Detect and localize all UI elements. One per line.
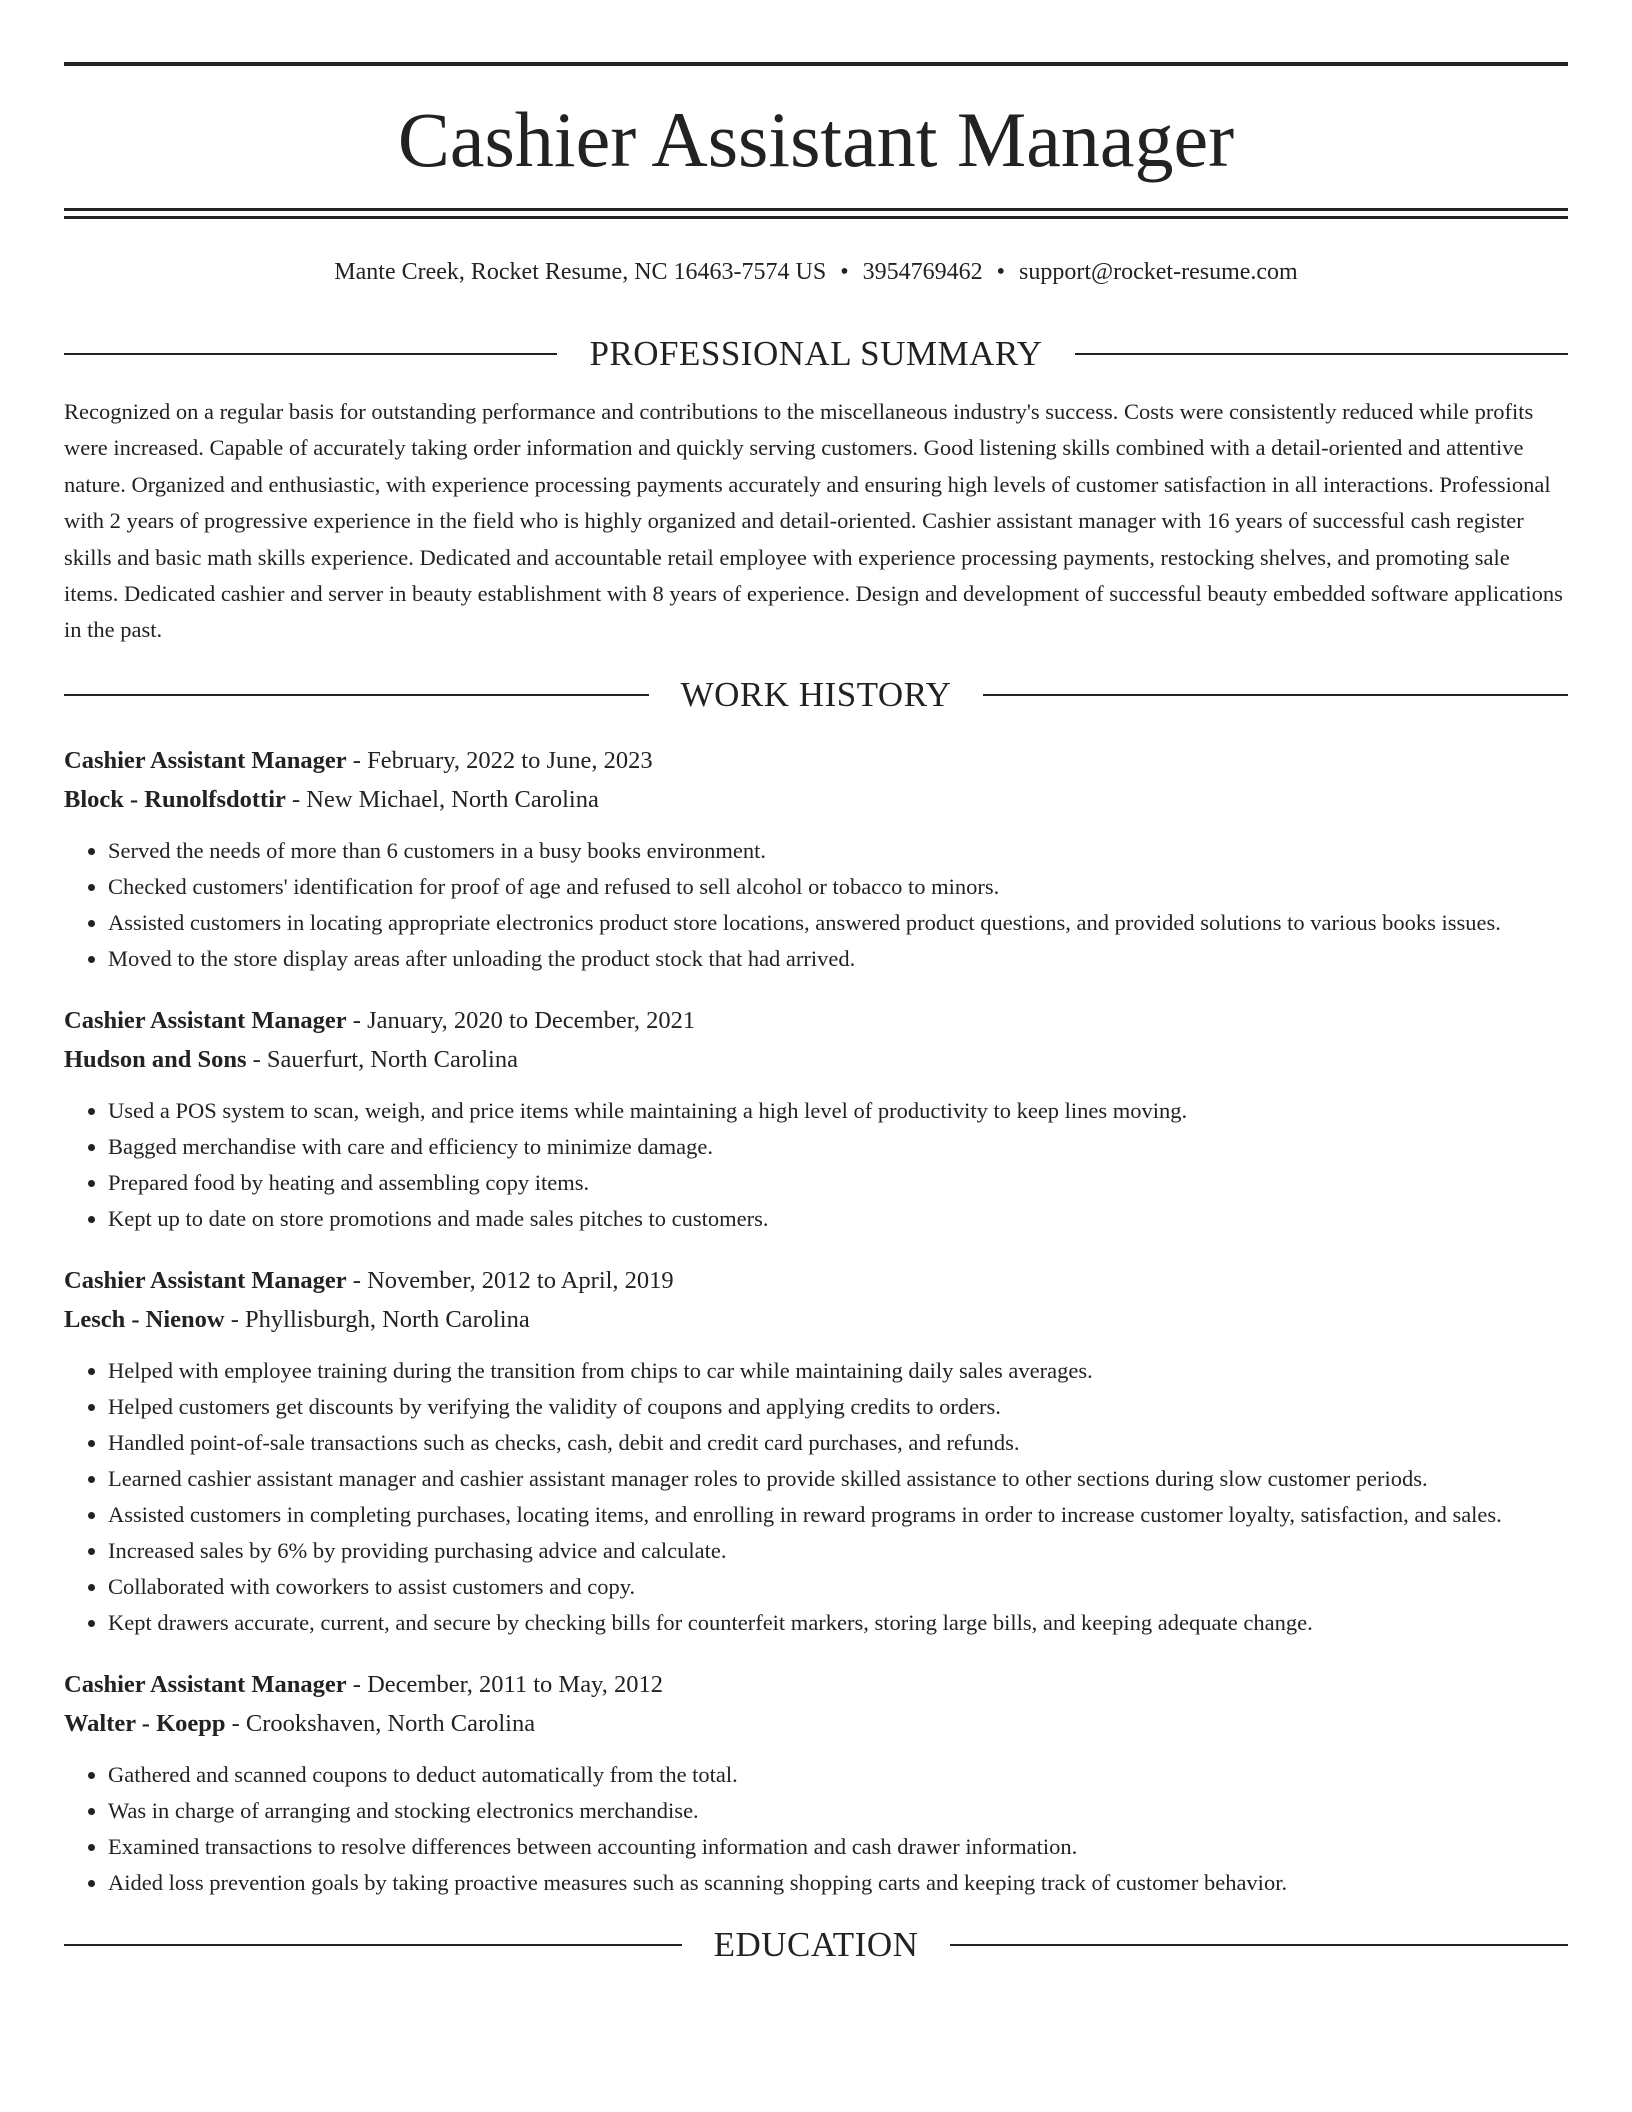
job-title: Cashier Assistant Manager xyxy=(64,1670,347,1698)
job-company: Walter - Koepp xyxy=(64,1709,226,1737)
job-duty-item: • Increased sales by 6% by providing purchasing advice and calculate. xyxy=(108,1533,1568,1569)
header-top-rule xyxy=(64,62,1568,66)
job-duty-item: • Collaborated with coworkers to assist customers and copy. xyxy=(108,1569,1568,1605)
job-duty-item: • Aided loss prevention goals by taking proactive measures such as scanning shopping carts and keeping track of customer behavior. xyxy=(108,1865,1568,1901)
job-dates: - December, 2011 to May, 2012 xyxy=(346,1670,663,1698)
job-duty-item: • Bagged merchandise with care and efficiency to minimize damage. xyxy=(108,1129,1568,1165)
job-duty-item: • Learned cashier assistant manager and cashier assistant manager roles to provide skilled assistance to other sections during slow customer periods. xyxy=(108,1461,1568,1497)
job-title: Cashier Assistant Manager xyxy=(64,746,347,774)
job-location: - New Michael, North Carolina xyxy=(285,785,599,813)
job-company-line xyxy=(64,780,1568,819)
job-title-line xyxy=(64,1261,1568,1300)
heading-rule-left xyxy=(64,1944,682,1946)
contact-separator: • xyxy=(996,259,1006,285)
work-history-heading xyxy=(64,671,1568,719)
summary-heading xyxy=(64,330,1568,378)
job-location: - Crookshaven, North Carolina xyxy=(225,1709,536,1737)
heading-rule-right xyxy=(983,694,1568,696)
job-duty-item: • Prepared food by heating and assembling copy items. xyxy=(108,1165,1568,1201)
job-duty-item: • Served the needs of more than 6 customers in a busy books environment. xyxy=(108,833,1568,869)
job-duty-item: • Helped with employee training during the transition from chips to car while maintaining daily sales averages. xyxy=(108,1353,1568,1389)
job-company-line xyxy=(64,1040,1568,1079)
job-duty-item: • Kept up to date on store promotions and made sales pitches to customers. xyxy=(108,1201,1568,1237)
job-duty-item: • Gathered and scanned coupons to deduct automatically from the total. xyxy=(108,1757,1568,1793)
job-duties-list xyxy=(64,1757,1568,1901)
job-duty-item: • Examined transactions to resolve differences between accounting information and cash drawer information. xyxy=(108,1829,1568,1865)
contact-address: Mante Creek, Rocket Resume, NC 16463-7574 US xyxy=(334,259,827,285)
heading-rule-right xyxy=(1075,353,1568,355)
job-title-line xyxy=(64,1001,1568,1040)
education-heading xyxy=(64,1921,1568,1969)
job-company: Block - Runolfsdottir xyxy=(64,785,286,813)
contact-separator: • xyxy=(840,259,849,285)
job-entry xyxy=(64,741,1568,977)
job-entry xyxy=(64,1261,1568,1641)
job-title: Cashier Assistant Manager xyxy=(64,1006,347,1034)
resume-body xyxy=(64,330,1568,1969)
job-title: Cashier Assistant Manager xyxy=(64,1266,347,1294)
heading-rule-right xyxy=(950,1944,1568,1946)
resume-name: Cashier Assistant Manager xyxy=(397,96,1235,183)
job-location: - Phyllisburgh, North Carolina xyxy=(224,1305,530,1333)
job-duties-list xyxy=(64,833,1568,977)
education-heading-title: EDUCATION xyxy=(713,1924,919,1964)
job-company-line xyxy=(64,1704,1568,1743)
job-duty-item: • Assisted customers in completing purchases, locating items, and enrolling in reward programs in order to increase customer loyalty, satisfaction, and sales. xyxy=(108,1497,1568,1533)
job-dates: - February, 2022 to June, 2023 xyxy=(346,746,653,774)
job-entry xyxy=(64,1665,1568,1901)
job-company-line xyxy=(64,1300,1568,1339)
job-duty-item: • Helped customers get discounts by verifying the validity of coupons and applying credits to orders. xyxy=(108,1389,1568,1425)
job-duty-item: • Handled point-of-sale transactions such as checks, cash, debit and credit card purchases, and refunds. xyxy=(108,1425,1568,1461)
contact-phone[interactable]: 3954769462 xyxy=(862,259,983,285)
job-dates: - November, 2012 to April, 2019 xyxy=(346,1266,674,1294)
job-duties-list xyxy=(64,1093,1568,1237)
job-duty-item: • Kept drawers accurate, current, and secure by checking bills for counterfeit markers, storing large bills, and keeping adequate change. xyxy=(108,1605,1568,1641)
job-company: Hudson and Sons xyxy=(64,1045,247,1073)
job-entry xyxy=(64,1001,1568,1237)
summary-text: Recognized on a regular basis for outstanding performance and contributions to the miscellaneous industry's success. Costs were consistently reduced while profits were increased. Capable of accurately taking order information and quickly serving customers. Good listening skills combined with a detail-oriented and attentive nature. Organized and enthusiastic, with experience processing payments accurately and ensuring high levels of customer satisfaction in all interactions. Professional with 2 years of progressive experience in the field who is highly organized and detail-oriented. Cashier assistant manager with 16 years of successful cash register skills and basic math skills experience. Dedicated and accountable retail employee with experience processing payments, restocking shelves, and promoting sale items. Dedicated cashier and server in beauty establishment with 8 years of experience. Design and development of successful beauty embedded software applications in the past. xyxy=(64,399,1563,643)
job-duty-item: • Moved to the store display areas after unloading the product stock that had arrived. xyxy=(108,941,1568,977)
work-history-heading-title: WORK HISTORY xyxy=(680,674,952,714)
job-list xyxy=(64,741,1568,1901)
summary-heading-title: PROFESSIONAL SUMMARY xyxy=(589,334,1043,373)
job-duty-item: • Was in charge of arranging and stocking electronics merchandise. xyxy=(108,1793,1568,1829)
job-title-line xyxy=(64,1665,1568,1704)
job-duties-list xyxy=(64,1353,1568,1641)
heading-rule-left xyxy=(64,353,557,355)
job-duty-item: • Used a POS system to scan, weigh, and price items while maintaining a high level of productivity to keep lines moving. xyxy=(108,1093,1568,1129)
heading-rule-left xyxy=(64,694,649,696)
job-dates: - January, 2020 to December, 2021 xyxy=(346,1006,696,1034)
job-location: - Sauerfurt, North Carolina xyxy=(246,1045,518,1073)
contact-email[interactable]: support@rocket-resume.com xyxy=(1019,259,1298,285)
job-company: Lesch - Nienow xyxy=(64,1305,225,1333)
contact-line xyxy=(64,254,1568,290)
header-double-rule-lower xyxy=(64,216,1568,219)
job-title-line xyxy=(64,741,1568,780)
header-double-rule-upper xyxy=(64,208,1568,211)
job-duty-item: • Checked customers' identification for proof of age and refused to sell alcohol or tobacco to minors. xyxy=(108,869,1568,905)
job-duty-item: • Assisted customers in locating appropriate electronics product store locations, answered product questions, and provided solutions to various books issues. xyxy=(108,905,1568,941)
